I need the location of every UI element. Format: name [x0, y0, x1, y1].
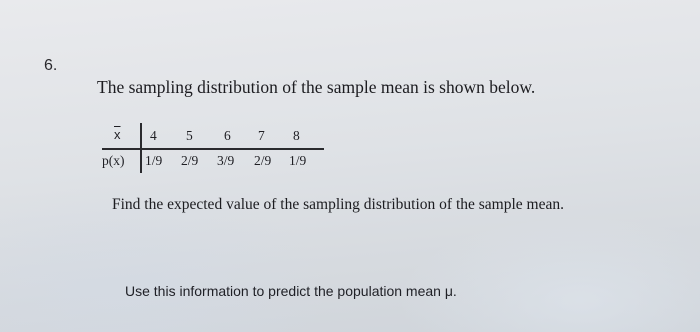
question-number: 6. [44, 57, 58, 74]
table-vertical-rule [140, 123, 142, 173]
p-value: 2/9 [181, 153, 199, 168]
p-value: 1/9 [289, 153, 307, 168]
x-value: 5 [186, 128, 193, 143]
x-value: 4 [150, 128, 157, 143]
instruction-text: Find the expected value of the sampling distribution of the sample mean. [112, 196, 564, 213]
p-value: 1/9 [145, 153, 163, 168]
distribution-table [102, 126, 327, 176]
question-heading: The sampling distribution of the sample mean is shown below. [97, 77, 536, 97]
table-horizontal-rule [102, 148, 324, 150]
x-value: 7 [258, 128, 265, 143]
p-value: 2/9 [254, 153, 272, 168]
note-text: Use this information to predict the population mean μ. [125, 283, 457, 299]
p-label: p(x) [102, 153, 125, 168]
p-value: 3/9 [217, 153, 235, 168]
x-value: 8 [293, 128, 300, 143]
x-value: 6 [224, 128, 231, 143]
x-bar-label: $\overline{x}$ [114, 127, 121, 142]
